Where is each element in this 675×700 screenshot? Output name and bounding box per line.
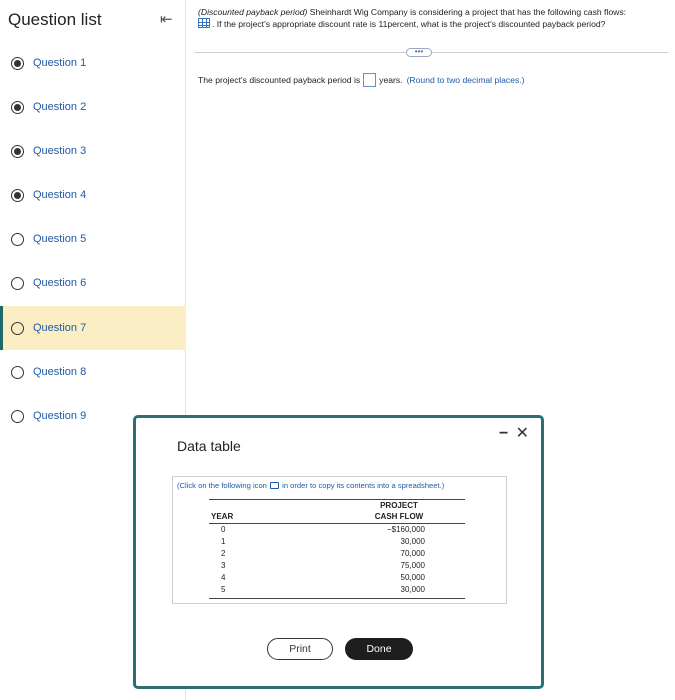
table-rule <box>209 598 465 599</box>
answered-radio-icon <box>11 189 24 202</box>
answer-prefix: The project's discounted payback period is <box>198 75 361 85</box>
sidebar-item-question-5[interactable] <box>0 217 186 261</box>
unanswered-radio-icon <box>11 233 24 246</box>
question-label: Question 9 <box>33 410 87 422</box>
answer-input[interactable] <box>363 73 376 87</box>
more-options-button[interactable]: ••• <box>406 48 432 57</box>
answered-radio-icon <box>11 101 24 114</box>
question-label: Question 7 <box>33 322 87 334</box>
year-cell: 1 <box>221 537 226 546</box>
table-rule <box>209 499 465 500</box>
sidebar-item-question-4[interactable] <box>0 173 186 217</box>
question-label: Question 5 <box>33 233 87 245</box>
sidebar-item-question-1[interactable] <box>0 41 186 85</box>
answered-radio-icon <box>11 57 24 70</box>
sidebar-item-question-3[interactable] <box>0 129 186 173</box>
close-icon[interactable]: ✕ <box>515 425 529 442</box>
data-table-panel <box>172 476 507 604</box>
year-header: YEAR <box>211 512 234 521</box>
answered-radio-icon <box>11 145 24 158</box>
unanswered-radio-icon <box>11 322 24 335</box>
problem-intro: Sheinhardt Wig Company is considering a project that has the following cash flows: <box>307 7 627 17</box>
collapse-sidebar-icon[interactable]: ⇤ <box>160 11 173 28</box>
sidebar-item-question-6[interactable] <box>0 261 186 305</box>
cash-flow-header-line1: PROJECT <box>380 501 418 510</box>
sidebar-item-question-8[interactable] <box>0 350 186 394</box>
sidebar-item-question-2[interactable] <box>0 85 186 129</box>
minimize-icon[interactable]: − <box>499 425 509 442</box>
table-row <box>209 525 465 537</box>
cash-flow-header-line2: CASH FLOW <box>374 512 424 521</box>
cash-flow-cell: −$160,000 <box>386 525 425 534</box>
answer-line <box>198 73 525 87</box>
cash-flow-cell: 70,000 <box>400 549 425 558</box>
data-table-dialog <box>133 415 544 689</box>
cash-flow-cell: 30,000 <box>400 537 425 546</box>
problem-topic: (Discounted payback period) <box>198 7 308 17</box>
cash-flow-cell: 50,000 <box>400 573 425 582</box>
copy-spreadsheet-icon[interactable] <box>270 482 279 489</box>
unanswered-radio-icon <box>11 277 24 290</box>
year-cell: 0 <box>221 525 226 534</box>
question-label: Question 6 <box>33 277 87 289</box>
year-cell: 3 <box>221 561 226 570</box>
problem-statement <box>198 6 668 30</box>
question-label: Question 8 <box>33 366 87 378</box>
copy-note-after: in order to copy its contents into a spreadsheet.) <box>282 481 445 490</box>
question-label: Question 2 <box>33 101 87 113</box>
problem-question: . If the project's appropriate discount rate is 11percent, what is the project's discounted payback period? <box>212 19 606 29</box>
table-row <box>209 537 465 549</box>
done-button[interactable]: Done <box>345 638 413 660</box>
year-cell: 2 <box>221 549 226 558</box>
copy-instructions <box>177 481 444 490</box>
table-row <box>209 579 465 594</box>
answer-suffix: years. <box>379 75 403 85</box>
sidebar-item-question-7[interactable] <box>0 306 186 350</box>
data-table-icon[interactable] <box>198 18 210 28</box>
print-button[interactable]: Print <box>267 638 333 660</box>
question-label: Question 4 <box>33 189 87 201</box>
table-row <box>209 561 465 573</box>
cash-flow-cell: 75,000 <box>400 561 425 570</box>
year-cell: 5 <box>221 585 226 594</box>
copy-note-before: (Click on the following icon <box>177 481 267 490</box>
cash-flow-cell: 30,000 <box>400 585 425 594</box>
unanswered-radio-icon <box>11 366 24 379</box>
dialog-title: Data table <box>177 438 241 454</box>
question-label: Question 3 <box>33 145 87 157</box>
unanswered-radio-icon <box>11 410 24 423</box>
sidebar-title: Question list <box>8 10 102 29</box>
question-label: Question 1 <box>33 57 87 69</box>
year-cell: 4 <box>221 573 226 582</box>
table-rule <box>209 523 465 524</box>
table-row <box>209 549 465 561</box>
rounding-hint: (Round to two decimal places.) <box>406 75 525 85</box>
